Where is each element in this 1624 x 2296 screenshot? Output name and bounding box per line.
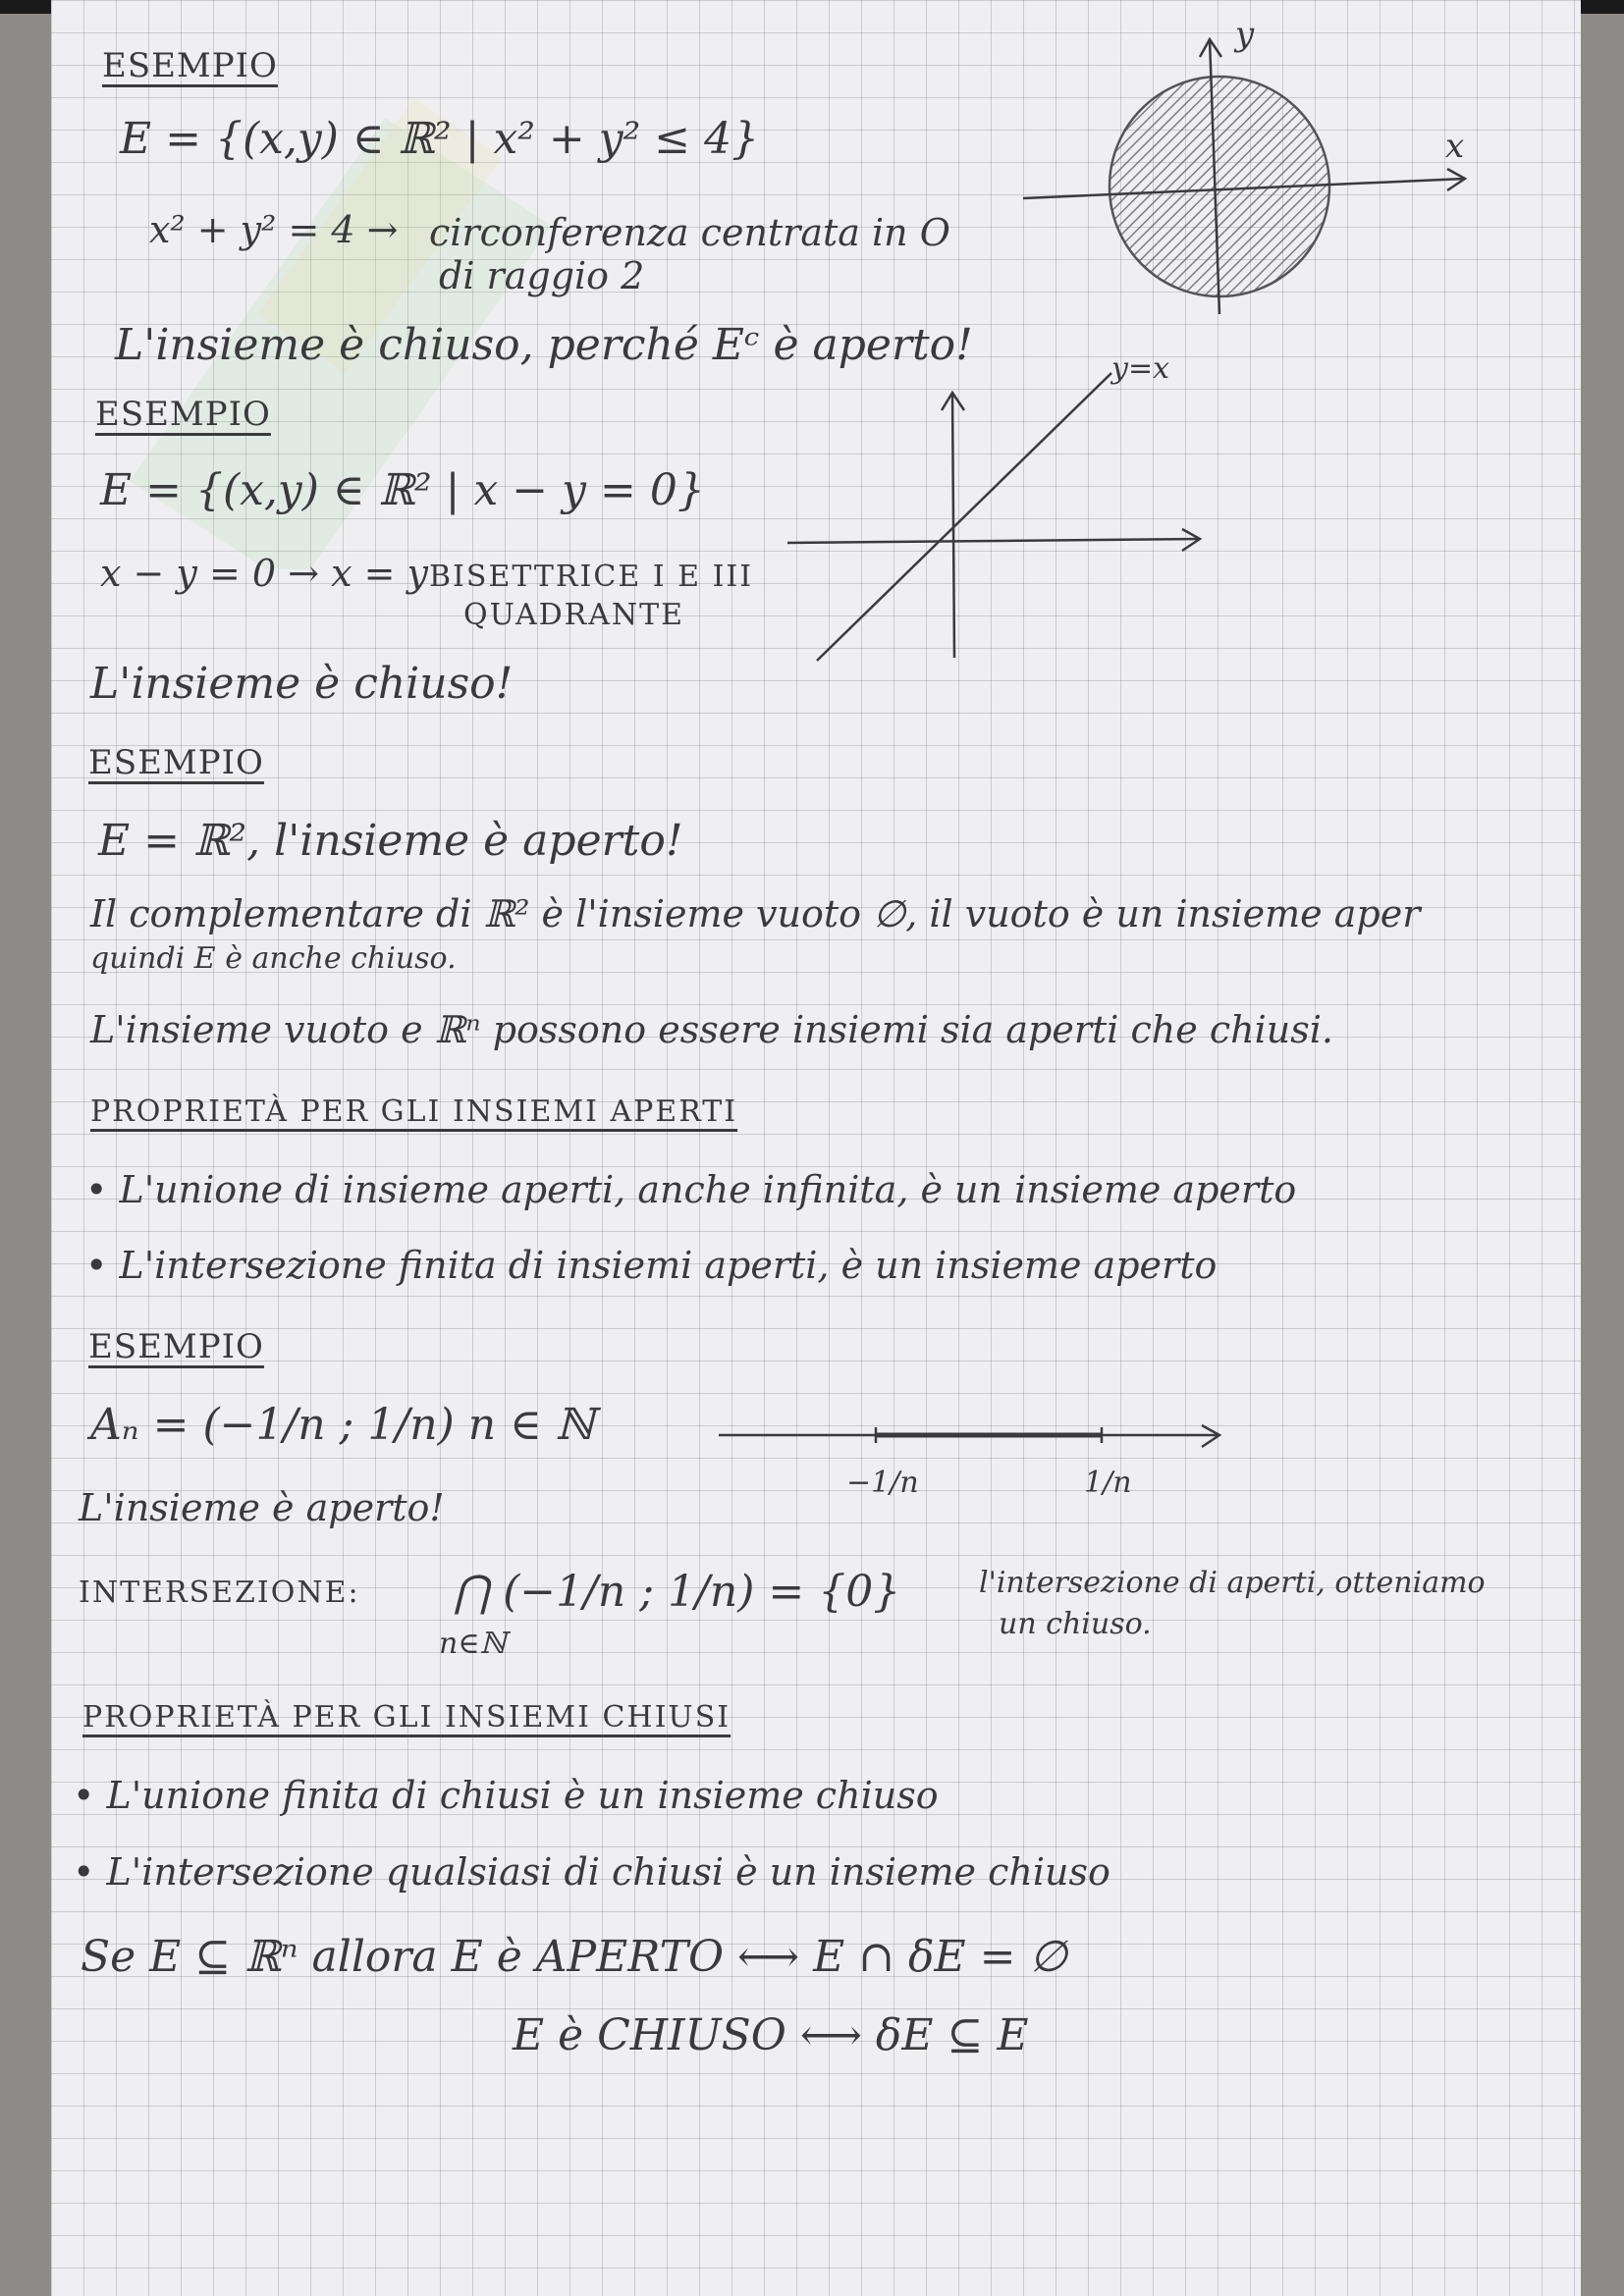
ex2-equation: x − y = 0 → x = y bbox=[100, 552, 428, 595]
open-properties-heading: PROPRIETÀ PER GLI INSIEMI APERTI bbox=[90, 1095, 738, 1129]
ex3-line-1: E = ℝ², l'insieme è aperto! bbox=[98, 816, 683, 866]
ex3-line-3: quindi E è anche chiuso. bbox=[90, 941, 457, 976]
notebook-page bbox=[51, 0, 1581, 2296]
bisector-x-axis bbox=[787, 539, 1200, 543]
ex4-heading: ESEMPIO bbox=[88, 1327, 264, 1366]
ex1-conclusion: L'insieme è chiuso, perché Eᶜ è aperto! bbox=[115, 320, 973, 370]
ex2-description-2: QUADRANTE bbox=[463, 598, 685, 632]
ex2-conclusion: L'insieme è chiuso! bbox=[90, 659, 514, 709]
intersection-note-2: un chiuso. bbox=[999, 1607, 1152, 1641]
intersection-note-1: l'intersezione di aperti, otteniamo bbox=[979, 1566, 1486, 1600]
ex1-description-1: circonferenza centrata in O bbox=[429, 211, 950, 254]
disk-y-label: y bbox=[1235, 15, 1255, 54]
ex4-set-definition: Aₙ = (−1/n ; 1/n) n ∈ ℕ bbox=[90, 1400, 595, 1450]
interval-plot bbox=[719, 1404, 1249, 1531]
interval-right-label: 1/n bbox=[1084, 1466, 1132, 1500]
closed-property-1: • L'unione finita di chiusi è un insieme chiuso bbox=[73, 1774, 939, 1817]
closed-property-2: • L'intersezione qualsiasi di chiusi è un insieme chiuso bbox=[73, 1850, 1110, 1894]
ex1-set-definition: E = {(x,y) ∈ ℝ² | x² + y² ≤ 4} bbox=[120, 114, 760, 164]
closed-properties-heading: PROPRIETÀ PER GLI INSIEMI CHIUSI bbox=[82, 1700, 731, 1735]
open-property-2: • L'intersezione finita di insiemi aperti, è un insieme aperto bbox=[85, 1244, 1218, 1287]
ex4-conclusion: L'insieme è aperto! bbox=[79, 1486, 445, 1529]
ex2-description-1: BISETTRICE I E III bbox=[429, 560, 754, 594]
bisector-plot bbox=[787, 348, 1259, 672]
bisector-label: y=x bbox=[1111, 351, 1170, 386]
intersection-formula: ⋂ (−1/n ; 1/n) = {0} bbox=[454, 1567, 901, 1617]
disk-plot bbox=[1023, 10, 1534, 334]
interval-left-label: −1/n bbox=[846, 1466, 919, 1500]
ex2-set-definition: E = {(x,y) ∈ ℝ² | x − y = 0} bbox=[100, 465, 705, 515]
intersection-label: INTERSEZIONE: bbox=[79, 1575, 360, 1610]
ex1-heading: ESEMPIO bbox=[102, 46, 278, 85]
theorem-line-2: E è CHIUSO ⟷ δE ⊆ E bbox=[513, 2010, 1029, 2060]
theorem-line-1: Se E ⊆ ℝⁿ allora E è APERTO ⟷ E ∩ δE = ∅ bbox=[81, 1932, 1067, 1982]
ex2-heading: ESEMPIO bbox=[95, 395, 271, 434]
intersection-subscript: n∈ℕ bbox=[439, 1627, 507, 1661]
ex3-line-2: Il complementare di ℝ² è l'insieme vuoto ∅, il vuoto è un insieme aper bbox=[90, 892, 1421, 935]
disk-x-label: x bbox=[1445, 127, 1465, 166]
ex1-description-2: di raggio 2 bbox=[439, 254, 645, 297]
open-property-1: • L'unione di insieme aperti, anche infinita, è un insieme aperto bbox=[85, 1168, 1297, 1211]
ex1-equation: x² + y² = 4 → bbox=[149, 208, 399, 251]
ex3-heading: ESEMPIO bbox=[88, 743, 264, 782]
bisector-line bbox=[817, 373, 1111, 661]
ex3-line-4: L'insieme vuoto e ℝⁿ possono essere insiemi sia aperti che chiusi. bbox=[90, 1008, 1333, 1051]
